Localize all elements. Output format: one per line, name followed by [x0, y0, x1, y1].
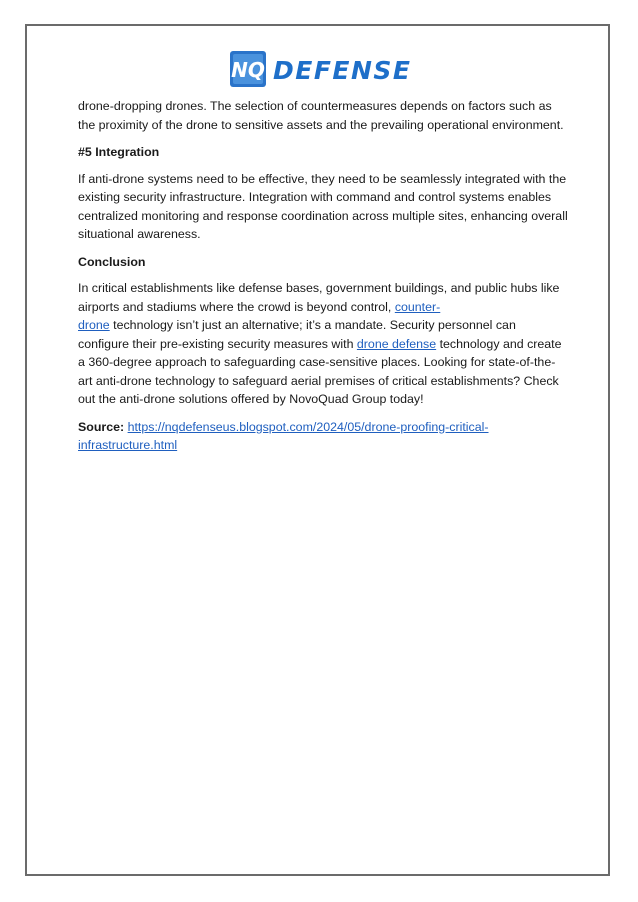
source-paragraph [78, 418, 568, 455]
conclusion-text-2: technology isn’t just an alternative; it’s a mandate. Security personnel can configure their pre-existing security measures with [78, 318, 516, 351]
drone-defense-link[interactable]: drone defense [356, 336, 437, 351]
source-label: Source: [78, 419, 125, 434]
intro-paragraph [78, 97, 568, 134]
conclusion-heading: Conclusion [78, 254, 146, 269]
conclusion-text-3: technology and create a 360-degree approach to safeguarding case-sensitive places. Looking for state-of-the-art anti-drone technology to safeguard aerial premises of critical establishments? Check out the anti-drone solutions offered by NovoQuad Group today! [78, 336, 562, 406]
logo-word-text: DEFENSE [273, 56, 411, 85]
conclusion-paragraph [78, 279, 568, 409]
counter-drone-link-part2[interactable]: drone [78, 318, 110, 332]
conclusion-text-1: In critical establishments like defense bases, government buildings, and public hubs like airports and stadiums where the crowd is beyond control, [78, 281, 560, 314]
integration-heading: #5 Integration [78, 145, 160, 159]
document-body [78, 97, 568, 464]
source-link-part1[interactable]: https://nqdefenseus.blogspot.com/2024/05/drone-proofing-critical- [127, 419, 489, 434]
source-link-part2[interactable]: infrastructure.html [78, 438, 178, 452]
nq-defense-logo [229, 49, 411, 89]
counter-drone-link-part1[interactable]: counter- [394, 299, 441, 314]
logo-badge-text: NQ [231, 58, 265, 82]
intro-line-2: the proximity of the drone to sensitive assets and the prevailing operational environment. [78, 117, 564, 132]
intro-line-1: drone-dropping drones. The selection of countermeasures depends on factors such as [78, 99, 552, 113]
integration-paragraph: If anti-drone systems need to be effective, they need to be seamlessly integrated with the existing security infrastructure. Integration with command and control systems enables centralized monitoring and response coordination across multiple sites, enhancing overall situational awareness. [78, 171, 568, 241]
